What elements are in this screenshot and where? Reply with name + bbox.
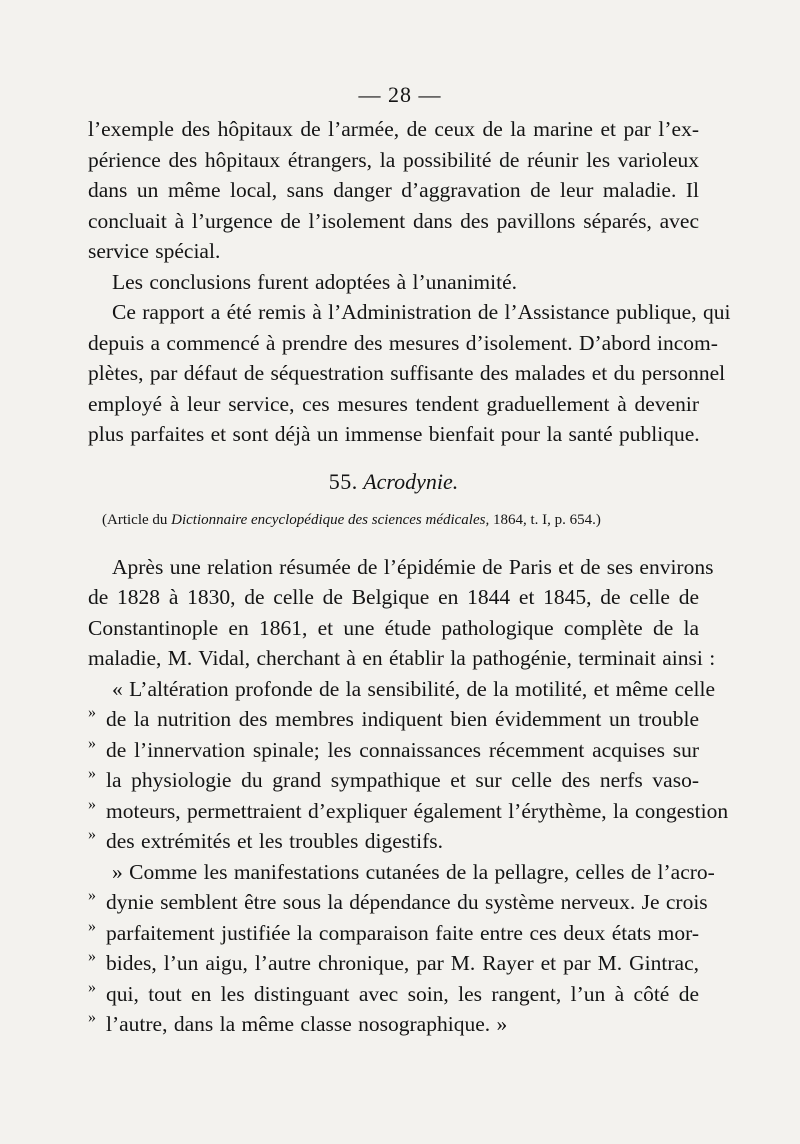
citation <box>88 508 699 532</box>
quotation-paragraph <box>88 857 715 1040</box>
guillemet-mark: » <box>88 826 96 843</box>
text-line: plus parfaites et sont déjà un immense bienfait pour la santé publique. <box>88 422 700 446</box>
guillemet-mark: » <box>88 978 96 996</box>
text-line: Constantinople en 1861, et une étude pathologique complète de la <box>88 615 699 640</box>
quote-line <box>88 857 715 888</box>
text-line: concluait à l’urgence de l’isolement dans des pavillons séparés, avec <box>88 208 699 233</box>
page-content <box>88 114 731 1040</box>
quote-line <box>88 735 699 766</box>
quote-text: Comme les manifestations cutanées de la pellagre, celles de l’acro- <box>129 859 715 884</box>
section-title: Acrodynie. <box>363 468 459 494</box>
quote-line <box>88 887 708 918</box>
guillemet-mark: » <box>88 917 96 935</box>
guillemet-close: » <box>496 1012 508 1036</box>
text-line: de 1828 à 1830, de celle de Belgique en 1844 et 1845, de celle de <box>88 585 699 609</box>
quote-text: qui, tout en les distinguant avec soin, les rangent, l’un à côté de <box>106 981 699 1006</box>
paragraph-continuation <box>88 114 699 267</box>
quote-text: bides, l’un aigu, l’autre chronique, par M. Rayer et par M. Gintrac, <box>106 951 699 975</box>
guillemet-mark: » <box>88 704 96 721</box>
text-line: employé à leur service, ces mesures tendent graduellement à devenir <box>88 391 699 416</box>
page-number: — 28 — <box>358 82 442 107</box>
quote-text: l’autre, dans la même classe nosographique. <box>106 1012 491 1036</box>
quote-line <box>88 979 699 1010</box>
quote-text: de l’innervation spinale; les connaissances récemment acquises sur <box>106 737 699 762</box>
quotation-paragraph <box>88 674 729 857</box>
guillemet-mark: » <box>112 859 123 884</box>
quote-line <box>88 918 699 949</box>
text-line: dans un même local, sans danger d’aggravation de leur maladie. Il <box>88 178 699 202</box>
text-line: Les conclusions furent adoptées à l’unanimité. <box>112 269 518 294</box>
text-line: service spécial. <box>88 239 221 263</box>
citation-prefix: (Article du <box>102 511 168 528</box>
text-line: Après une relation résumée de l’épidémie de Paris et de ses environs <box>112 554 714 579</box>
quote-text: L’altération profonde de la sensibilité, de la motilité, et même celle <box>129 676 716 701</box>
paragraph-relation <box>88 552 716 674</box>
quote-line <box>88 795 729 827</box>
citation-suffix: 1864, t. I, p. 654.) <box>492 511 601 528</box>
text-line: Ce rapport a été remis à l’Administration de l’Assistance publique, qui <box>112 300 731 324</box>
guillemet-open: « <box>112 676 123 701</box>
guillemet-mark: » <box>88 948 96 965</box>
quote-text: parfaitement justifiée la comparaison faite entre ces deux états mor- <box>106 920 699 945</box>
guillemet-mark: » <box>88 1009 96 1026</box>
section-heading <box>88 468 699 496</box>
paragraph-conclusions <box>88 267 699 298</box>
guillemet-mark: » <box>88 795 96 813</box>
section-number: 55. <box>328 468 358 494</box>
quote-line <box>88 704 699 735</box>
quote-text: moteurs, permettraient d’expliquer également l’érythème, la congestion <box>106 798 729 823</box>
text-line: l’exemple des hôpitaux de l’armée, de ceux de la marine et par l’ex- <box>88 117 699 141</box>
quote-last-line <box>106 1009 699 1040</box>
text-line: plètes, par défaut de séquestration suffisante des malades et du personnel <box>88 361 726 385</box>
guillemet-mark: » <box>88 765 96 782</box>
quote-line <box>88 948 699 979</box>
quote-line <box>88 674 716 705</box>
text-line: maladie, M. Vidal, cherchant à en établir la pathogénie, terminait ainsi : <box>88 646 716 670</box>
text-line: depuis a commencé à prendre des mesures d’isolement. D’abord incom- <box>88 330 718 355</box>
guillemet-mark: » <box>88 887 96 904</box>
text-line: périence des hôpitaux étrangers, la possibilité de réunir les varioleux <box>88 147 699 172</box>
citation-title: Dictionnaire encyclopédique des sciences médicales, <box>171 511 490 528</box>
quote-text: la physiologie du grand sympathique et sur celle des nerfs vaso- <box>106 768 699 792</box>
quote-text: dynie semblent être sous la dépendance du système nerveux. Je crois <box>106 890 708 914</box>
guillemet-mark: » <box>88 734 96 752</box>
quote-line <box>88 765 699 796</box>
paragraph-rapport <box>88 297 731 450</box>
quote-text: de la nutrition des membres indiquent bien évidemment un trouble <box>106 707 699 731</box>
quote-text: des extrémités et les troubles digestifs. <box>106 829 443 853</box>
quote-line <box>88 826 699 857</box>
quote-line <box>88 1009 699 1040</box>
